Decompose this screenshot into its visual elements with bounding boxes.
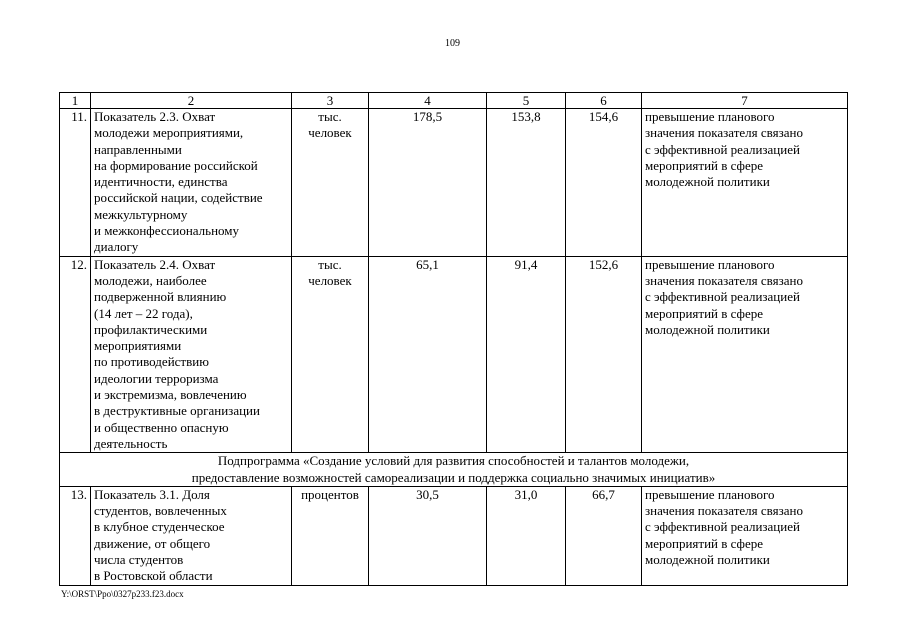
value-col4: 30,5	[369, 486, 487, 585]
unit: процентов	[292, 486, 369, 585]
header-cell-2: 2	[91, 93, 292, 109]
unit: тыс. человек	[292, 109, 369, 257]
subprogram-row	[60, 453, 848, 487]
indicator-name: Показатель 2.4. Охват молодежи, наиболее подверженной влиянию (14 лет – 22 года), профилактическими мероприятиями по противодействию идеологии терроризма и экстремизма, вовлечению в деструктивные организации и общественно опасную деятельность	[91, 256, 292, 453]
value-col5: 153,8	[487, 109, 566, 257]
note: превышение планового значения показателя связано с эффективной реализацией мероприятий в сфере молодежной политики	[642, 486, 848, 585]
header-cell-6: 6	[566, 93, 642, 109]
indicator-name: Показатель 3.1. Доля студентов, вовлеченных в клубное студенческое движение, от общего числа студентов в Ростовской области	[91, 486, 292, 585]
value-col6: 154,6	[566, 109, 642, 257]
value-col6: 152,6	[566, 256, 642, 453]
value-col4: 65,1	[369, 256, 487, 453]
row-number: 13.	[60, 486, 91, 585]
value-col5: 91,4	[487, 256, 566, 453]
indicators-table	[59, 92, 848, 586]
row-number: 11.	[60, 109, 91, 257]
value-col6: 66,7	[566, 486, 642, 585]
subprogram-title: Подпрограмма «Создание условий для развития способностей и талантов молодежи, предоставление возможностей самореализации и поддержка социально значимых инициатив»	[60, 453, 848, 487]
header-cell-7: 7	[642, 93, 848, 109]
header-cell-1: 1	[60, 93, 91, 109]
row-number: 12.	[60, 256, 91, 453]
header-cell-4: 4	[369, 93, 487, 109]
note: превышение планового значения показателя связано с эффективной реализацией мероприятий в сфере молодежной политики	[642, 109, 848, 257]
header-row	[60, 93, 848, 109]
page-number: 109	[445, 38, 460, 49]
file-path-footer: Y:\ORST\Ppo\0327p233.f23.docx	[61, 589, 184, 599]
header-cell-5: 5	[487, 93, 566, 109]
value-col4: 178,5	[369, 109, 487, 257]
table-row	[60, 109, 848, 257]
value-col5: 31,0	[487, 486, 566, 585]
indicator-name: Показатель 2.3. Охват молодежи мероприятиями, направленными на формирование российской идентичности, единства российской нации, содействие межкультурному и межконфессиональному диалогу	[91, 109, 292, 257]
note: превышение планового значения показателя связано с эффективной реализацией мероприятий в сфере молодежной политики	[642, 256, 848, 453]
table-row	[60, 486, 848, 585]
unit: тыс. человек	[292, 256, 369, 453]
table-row	[60, 256, 848, 453]
header-cell-3: 3	[292, 93, 369, 109]
